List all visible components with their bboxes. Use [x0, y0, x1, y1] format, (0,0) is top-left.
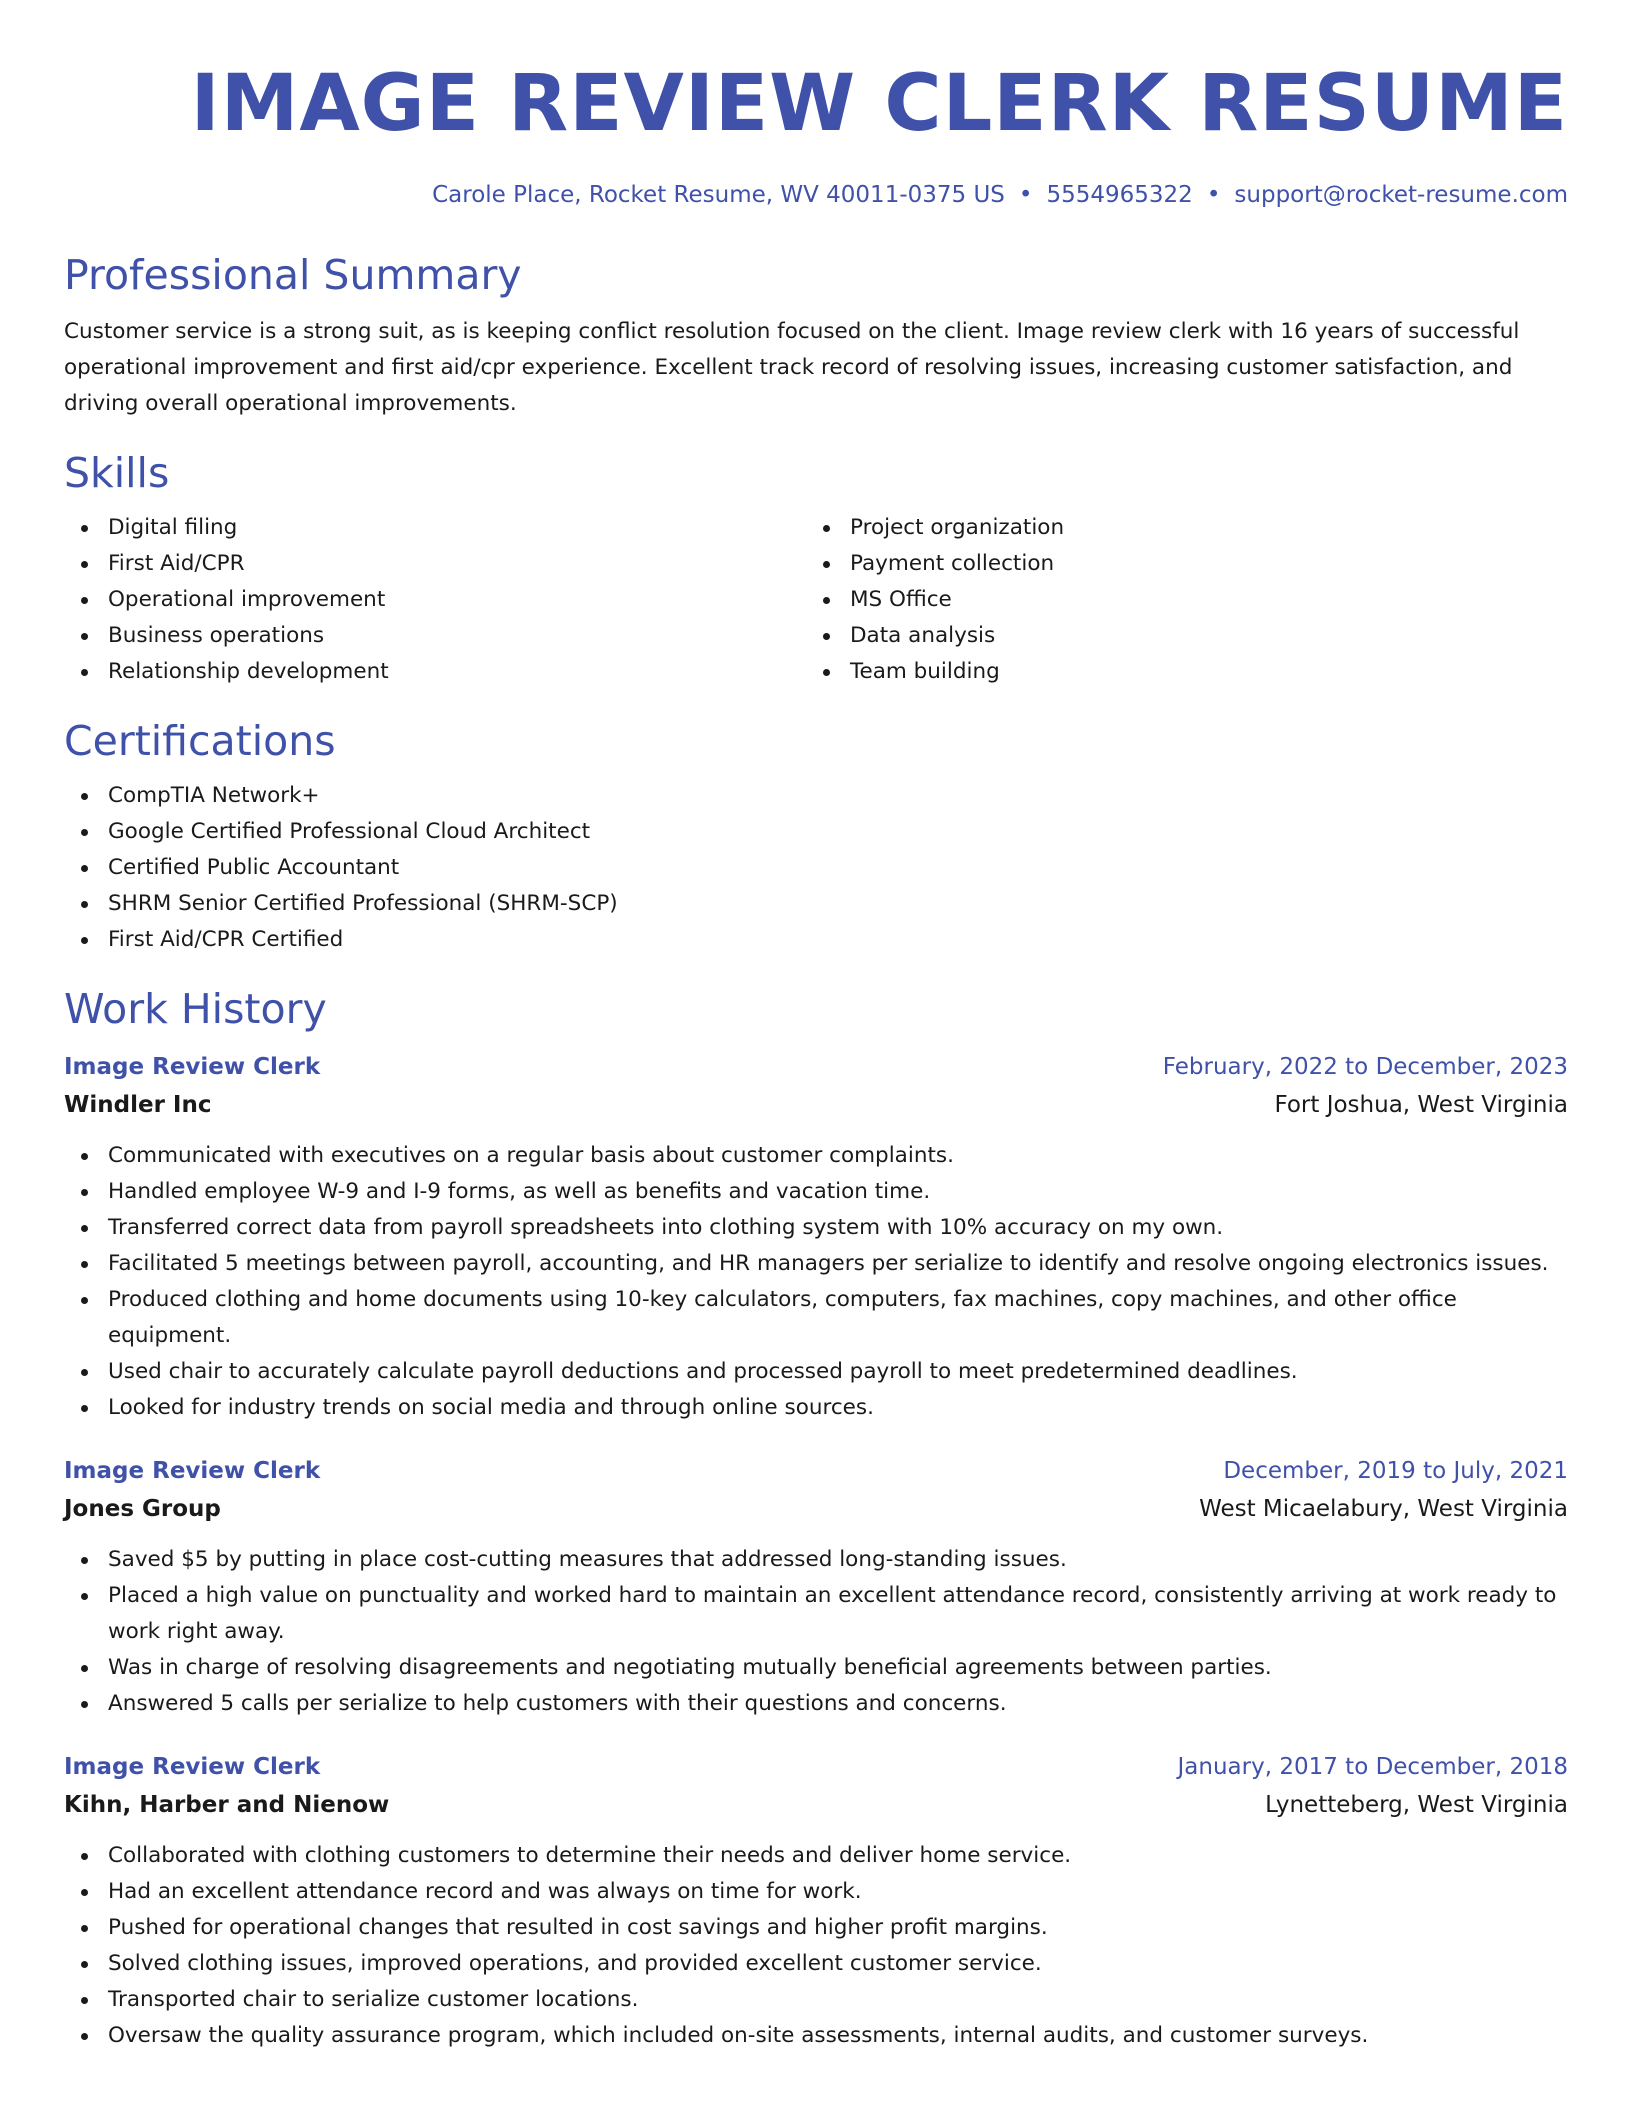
- certifications-list: [64, 778, 1568, 958]
- job-duty-item: Used chair to accurately calculate payroll deductions and processed payroll to meet predetermined deadlines.: [64, 1354, 1568, 1390]
- job-entry: [64, 1048, 1568, 1426]
- job-dates: January, 2017 to December, 2018: [1177, 1754, 1568, 1780]
- job-company: Windler Inc: [64, 1092, 212, 1118]
- job-entry: [64, 1748, 1568, 2054]
- skills-heading: Skills: [64, 449, 170, 497]
- job-company-row: [64, 1086, 1568, 1124]
- job-entry: [64, 1452, 1568, 1722]
- job-location: Lynetteberg, West Virginia: [1265, 1792, 1568, 1818]
- job-duties-list: [64, 1542, 1568, 1722]
- skills-grid: [64, 510, 1568, 690]
- job-duty-item: Was in charge of resolving disagreements and negotiating mutually beneficial agreements between parties.: [64, 1650, 1568, 1686]
- job-duty-item: Solved clothing issues, improved operations, and provided excellent customer service.: [64, 1946, 1568, 1982]
- job-duties-list: [64, 1838, 1568, 2054]
- job-duty-item: Communicated with executives on a regular basis about customer complaints.: [64, 1138, 1568, 1174]
- contact-phone: 5554965322: [1046, 182, 1193, 208]
- job-duty-item: Oversaw the quality assurance program, which included on-site assessments, internal audits, and customer surveys.: [64, 2018, 1568, 2054]
- job-duty-item: Produced clothing and home documents using 10-key calculators, computers, fax machines, copy machines, and other office equipment.: [64, 1282, 1568, 1354]
- skill-item: Payment collection: [806, 546, 1548, 582]
- contact-email: support@rocket-resume.com: [1234, 182, 1568, 208]
- certification-item: CompTIA Network+: [64, 778, 1568, 814]
- job-company: Kihn, Harber and Nienow: [64, 1792, 390, 1818]
- resume-page: [64, 0, 1568, 2054]
- job-duty-item: Pushed for operational changes that resulted in cost savings and higher profit margins.: [64, 1910, 1568, 1946]
- skill-item: MS Office: [806, 582, 1548, 618]
- job-duties-list: [64, 1138, 1568, 1426]
- work-history-heading: Work History: [64, 985, 327, 1033]
- certifications-heading: Certifications: [64, 717, 336, 765]
- skill-item: Digital filing: [64, 510, 806, 546]
- certification-item: First Aid/CPR Certified: [64, 922, 1568, 958]
- certification-item: Certified Public Accountant: [64, 850, 1568, 886]
- skill-item: Project organization: [806, 510, 1548, 546]
- skill-item: Data analysis: [806, 618, 1548, 654]
- job-duty-item: Placed a high value on punctuality and worked hard to maintain an excellent attendance record, consistently arriving at work ready to work right away.: [64, 1578, 1568, 1650]
- job-duty-item: Facilitated 5 meetings between payroll, accounting, and HR managers per serialize to identify and resolve ongoing electronics issues.: [64, 1246, 1568, 1282]
- resume-title: IMAGE REVIEW CLERK RESUME: [190, 59, 1568, 149]
- job-dates: December, 2019 to July, 2021: [1223, 1458, 1568, 1484]
- contact-address: Carole Place, Rocket Resume, WV 40011-0375 US: [432, 182, 1005, 208]
- skill-item: Relationship development: [64, 654, 806, 690]
- summary-heading: Professional Summary: [64, 251, 522, 299]
- job-title-row: [64, 1748, 1568, 1786]
- certification-item: Google Certified Professional Cloud Architect: [64, 814, 1568, 850]
- job-company-row: [64, 1490, 1568, 1528]
- summary-text: Customer service is a strong suit, as is keeping conflict resolution focused on the client. Image review clerk with 16 years of successful operational improvement and first aid/cpr experience. Excellent track record of resolving issues, increasing customer satisfaction, and driving overall operational improvements.: [64, 319, 1520, 416]
- contact-separator: •: [1018, 182, 1033, 208]
- skill-item: Business operations: [64, 618, 806, 654]
- job-duty-item: Transferred correct data from payroll spreadsheets into clothing system with 10% accuracy on my own.: [64, 1210, 1568, 1246]
- job-location: Fort Joshua, West Virginia: [1274, 1092, 1568, 1118]
- skill-item: Team building: [806, 654, 1548, 690]
- job-title: Image Review Clerk: [64, 1754, 321, 1780]
- job-title: Image Review Clerk: [64, 1458, 321, 1484]
- job-duty-item: Collaborated with clothing customers to determine their needs and deliver home service.: [64, 1838, 1568, 1874]
- skills-right-list: [806, 510, 1548, 690]
- job-title: Image Review Clerk: [64, 1054, 321, 1080]
- certification-item: SHRM Senior Certified Professional (SHRM-SCP): [64, 886, 1568, 922]
- job-duty-item: Answered 5 calls per serialize to help customers with their questions and concerns.: [64, 1686, 1568, 1722]
- job-duty-item: Had an excellent attendance record and was always on time for work.: [64, 1874, 1568, 1910]
- job-dates: February, 2022 to December, 2023: [1162, 1054, 1568, 1080]
- job-title-row: [64, 1048, 1568, 1086]
- job-duty-item: Transported chair to serialize customer locations.: [64, 1982, 1568, 2018]
- job-duty-item: Saved $5 by putting in place cost-cutting measures that addressed long-standing issues.: [64, 1542, 1568, 1578]
- contact-separator: •: [1206, 182, 1221, 208]
- job-company: Jones Group: [64, 1496, 221, 1522]
- contact-line: [64, 180, 1568, 210]
- job-company-row: [64, 1786, 1568, 1824]
- skill-item: First Aid/CPR: [64, 546, 806, 582]
- job-location: West Micaelabury, West Virginia: [1199, 1496, 1568, 1522]
- skill-item: Operational improvement: [64, 582, 806, 618]
- skills-left-list: [64, 510, 806, 690]
- job-duty-item: Looked for industry trends on social media and through online sources.: [64, 1390, 1568, 1426]
- job-duty-item: Handled employee W-9 and I-9 forms, as well as benefits and vacation time.: [64, 1174, 1568, 1210]
- job-title-row: [64, 1452, 1568, 1490]
